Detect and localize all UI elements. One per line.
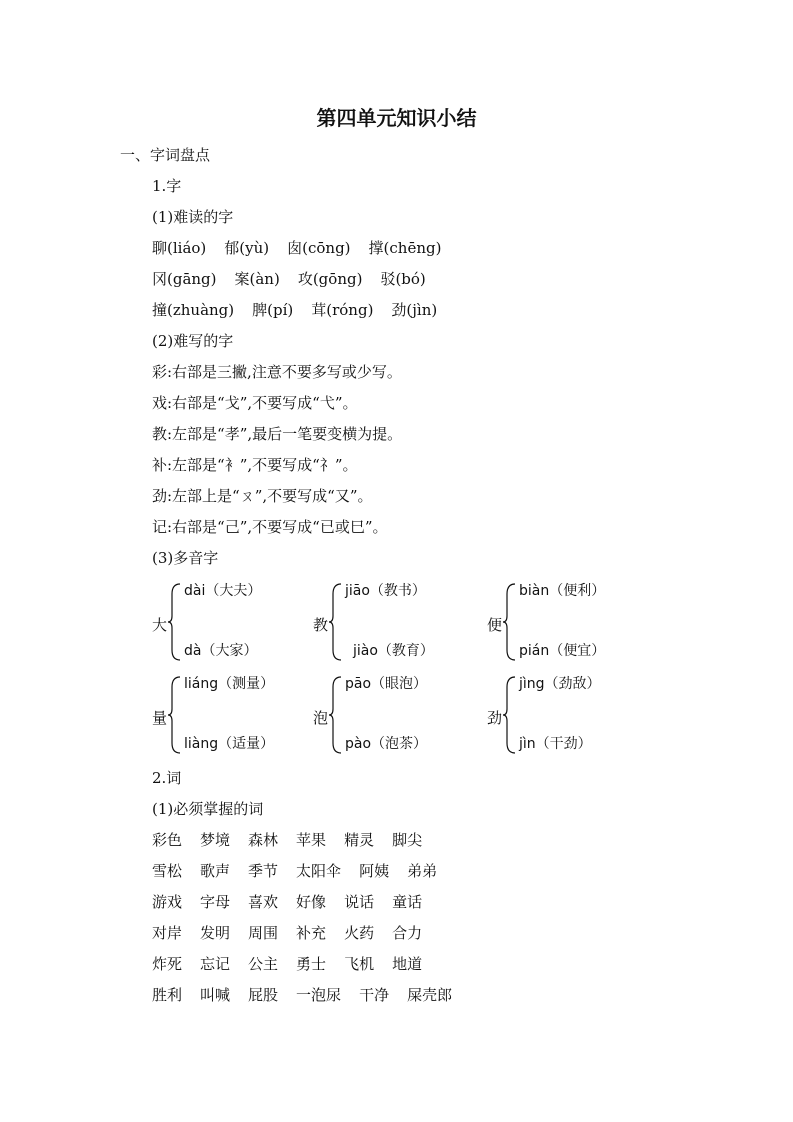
polyphone-reading: jìn（干劲） [519,736,592,752]
word-item: 彩色 [152,831,183,849]
hard-read-item: 冈(gāng) [152,270,217,288]
word-item: 一泡尿 [296,986,342,1004]
polyphone-heading: (3)多音字 [152,549,219,567]
word-row [152,953,422,975]
word-item: 苹果 [296,831,327,849]
word-item: 发明 [200,924,231,942]
hard-read-item: 郁(yù) [224,239,270,257]
section-heading: 一、字词盘点 [120,146,211,164]
word-item: 好像 [296,893,327,911]
word-item: 雪松 [152,862,183,880]
brace-icon [168,582,182,662]
word-item: 飞机 [344,955,375,973]
hard-write-line: 劲:左部上是“ㄡ”,不要写成“又”。 [152,487,373,505]
hard-read-item: 驳(bó) [380,270,426,288]
polyphone-tree [487,580,687,670]
word-item: 火药 [344,924,375,942]
polyphone-reading: jiào（教育） [353,643,434,659]
hard-write-line: 记:右部是“己”,不要写成“已或巳”。 [152,518,388,536]
word-item: 弟弟 [407,862,438,880]
must-words-heading: (1)必须掌握的词 [152,800,264,818]
polyphone-reading: pián（便宜） [519,643,606,659]
hard-write-line: 彩:右部是三撇,注意不要多写或少写。 [152,363,402,381]
brace-icon [168,675,182,755]
word-item: 地道 [392,955,423,973]
word-item: 喜欢 [248,893,279,911]
polyphone-reading: biàn（便利） [519,583,606,599]
polyphone-reading: pāo（眼泡） [345,676,428,692]
polyphone-reading: pào（泡茶） [345,736,428,752]
brace-icon [329,675,343,755]
word-item: 合力 [392,924,423,942]
word-row [152,891,422,913]
hard-write-heading: (2)难写的字 [152,332,234,350]
polyphone-tree [313,580,513,670]
word-row [152,922,422,944]
hard-read-item: 劲(jìn) [391,301,438,319]
word-item: 公主 [248,955,279,973]
polyphone-reading: jìng（劲敌） [519,676,601,692]
polyphone-char: 教 [313,616,329,634]
polyphone-char: 泡 [313,709,329,727]
word-row [152,860,437,882]
hard-write-line: 教:左部是“孝”,最后一笔要变横为提。 [152,425,403,443]
polyphone-reading: dài（大夫） [184,583,262,599]
word-item: 干净 [359,986,390,1004]
polyphone-tree [313,673,513,763]
subsection-chars: 1.字 [152,177,182,195]
hard-read-row [152,237,441,259]
page-title: 第四单元知识小结 [316,106,477,130]
word-item: 对岸 [152,924,183,942]
hard-read-item: 案(àn) [234,270,280,288]
polyphone-tree [487,673,687,763]
hard-read-item: 茸(róng) [311,301,374,319]
word-item: 季节 [248,862,279,880]
hard-read-heading: (1)难读的字 [152,208,234,226]
word-item: 梦境 [200,831,231,849]
word-item: 游戏 [152,893,183,911]
hard-read-item: 撑(chēng) [368,239,442,257]
hard-read-item: 囱(cōng) [287,239,351,257]
polyphone-char: 劲 [487,709,503,727]
word-item: 忘记 [200,955,231,973]
word-item: 阿姨 [359,862,390,880]
polyphone-char: 便 [487,616,503,634]
polyphone-reading: liàng（适量） [184,736,275,752]
hard-read-row [152,299,437,321]
word-row [152,984,452,1006]
word-item: 精灵 [344,831,375,849]
word-item: 脚尖 [392,831,423,849]
hard-write-line: 戏:右部是“戈”,不要写成“弋”。 [152,394,358,412]
word-item: 叫喊 [200,986,231,1004]
word-item: 周围 [248,924,279,942]
subsection-words: 2.词 [152,769,182,787]
word-item: 屁股 [248,986,279,1004]
brace-icon [329,582,343,662]
word-item: 说话 [344,893,375,911]
word-item: 森林 [248,831,279,849]
hard-read-item: 撞(zhuàng) [152,301,235,319]
hard-read-row [152,268,426,290]
brace-icon [503,675,517,755]
word-row [152,829,422,851]
word-item: 童话 [392,893,423,911]
word-item: 太阳伞 [296,862,342,880]
hard-read-item: 攻(gōng) [297,270,363,288]
word-item: 胜利 [152,986,183,1004]
hard-write-line: 补:左部是“衤”,不要写成“礻”。 [152,456,358,474]
hard-read-item: 脾(pí) [252,301,294,319]
word-item: 歌声 [200,862,231,880]
polyphone-char: 大 [152,616,168,634]
polyphone-reading: liáng（测量） [184,676,275,692]
polyphone-reading: jiāo（教书） [345,583,426,599]
polyphone-char: 量 [152,709,168,727]
brace-icon [503,582,517,662]
word-item: 字母 [200,893,231,911]
word-item: 炸死 [152,955,183,973]
word-item: 补充 [296,924,327,942]
hard-read-item: 聊(liáo) [152,239,207,257]
polyphone-reading: dà（大家） [184,643,258,659]
word-item: 屎壳郎 [407,986,453,1004]
word-item: 勇士 [296,955,327,973]
